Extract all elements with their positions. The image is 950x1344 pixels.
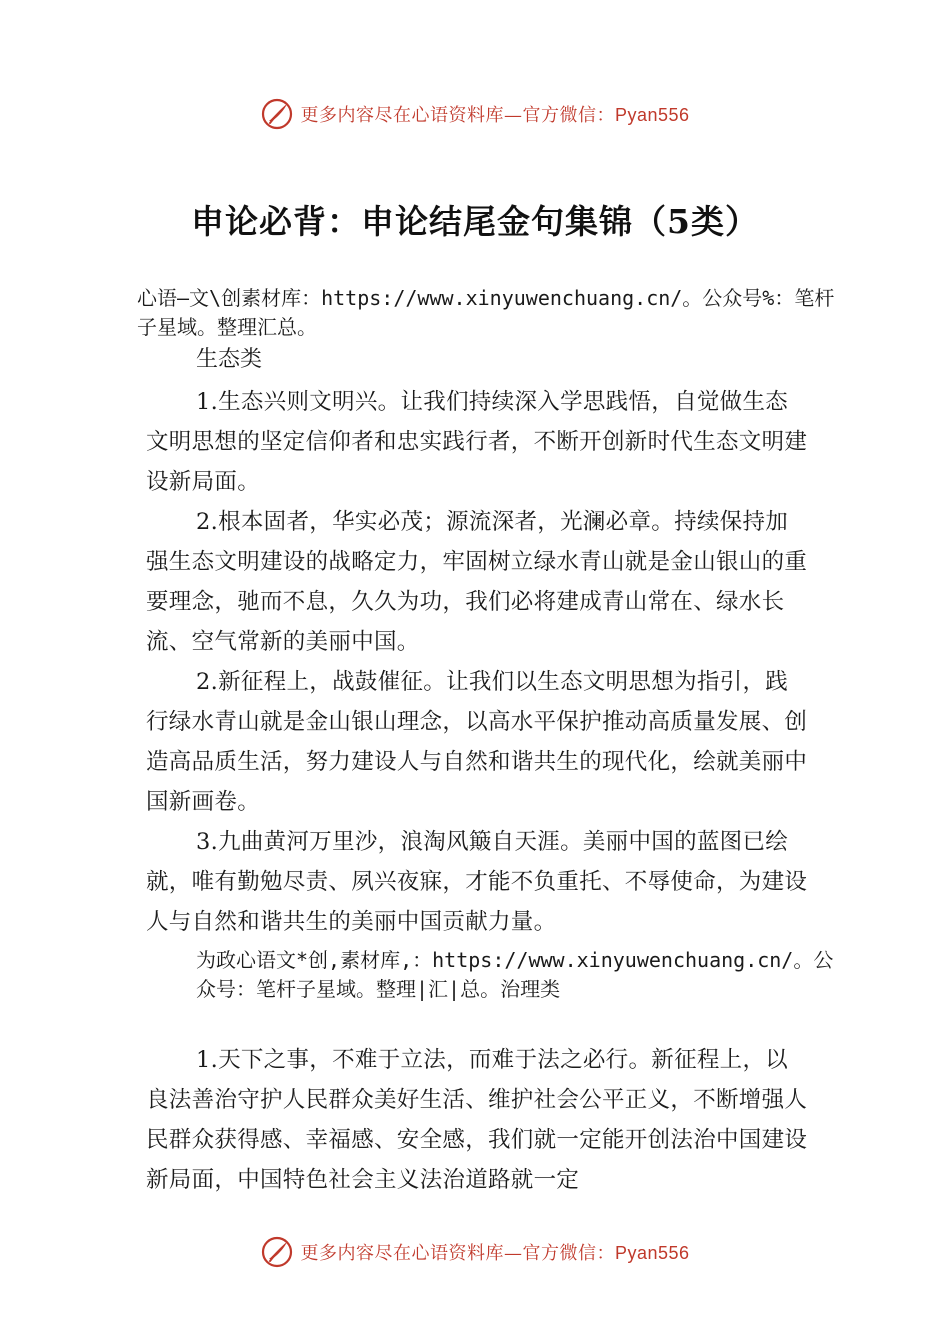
paragraph-5: 1.天下之事，不难于立法，而难于法之必行。新征程上，以良法善治守护人民群众美好生活、维护社会公平正义，不断增强人民群众获得感、幸福感、安全感，我们就一定能开创法治中国建设新局面，中国特色社会主义法治道路就一定 — [146, 1047, 808, 1193]
page-title: 申论必背：申论结尾金句集锦（5类） — [191, 202, 759, 241]
paragraph-2: 2.根本固者，华实必茂；源流深者，光澜必章。持续保持加强生态文明建设的战略定力，牢固树立绿水青山就是金山银山的重要理念，驰而不息，久久为功，我们必将建成青山常在、绿水长流、空气常新的美丽中国。 — [146, 509, 808, 655]
banner-label: 更多内容尽在心语资料库—官方微信： — [300, 1243, 615, 1264]
paragraph-1: 1.生态兴则文明兴。让我们持续深入学思践悟，自觉做生态文明思想的坚定信仰者和忠实践行者，不断开创新时代生态文明建设新局面。 — [146, 389, 808, 495]
quill-logo-icon — [260, 97, 294, 131]
section-label-ecology: 生态类 — [196, 347, 263, 372]
banner-text — [300, 1239, 689, 1265]
quill-logo-icon — [260, 1235, 294, 1269]
banner-handle: Pyan556 — [614, 105, 690, 125]
paragraph-3: 2.新征程上，战鼓催征。让我们以生态文明思想为指引，践行绿水青山就是金山银山理念，以高水平保护推动高质量发展、创造高品质生活，努力建设人与自然和谐共生的现代化，绘就美丽中国新画卷。 — [146, 669, 808, 815]
banner-handle: Pyan556 — [614, 1243, 690, 1263]
banner-label: 更多内容尽在心语资料库—官方微信： — [300, 105, 615, 126]
banner-text — [300, 101, 689, 127]
header-banner — [0, 94, 950, 134]
footer-banner — [0, 1232, 950, 1272]
paragraph-4: 3.九曲黄河万里沙，浪淘风簸自天涯。美丽中国的蓝图已绘就，唯有勤勉尽责、夙兴夜寐，才能不负重托、不辱使命，为建设人与自然和谐共生的美丽中国贡献力量。 — [146, 829, 808, 935]
mid-source-note: 为政心语文*创,素材库,：https://www.xinyuwenchuang.cn/。公众号：笔杆子星域。整理|汇|总。治理类 — [196, 948, 834, 1001]
source-note: 心语—文\创素材库：https://www.xinyuwenchuang.cn/。公众号%：笔杆子星域。整理汇总。 — [137, 286, 835, 339]
